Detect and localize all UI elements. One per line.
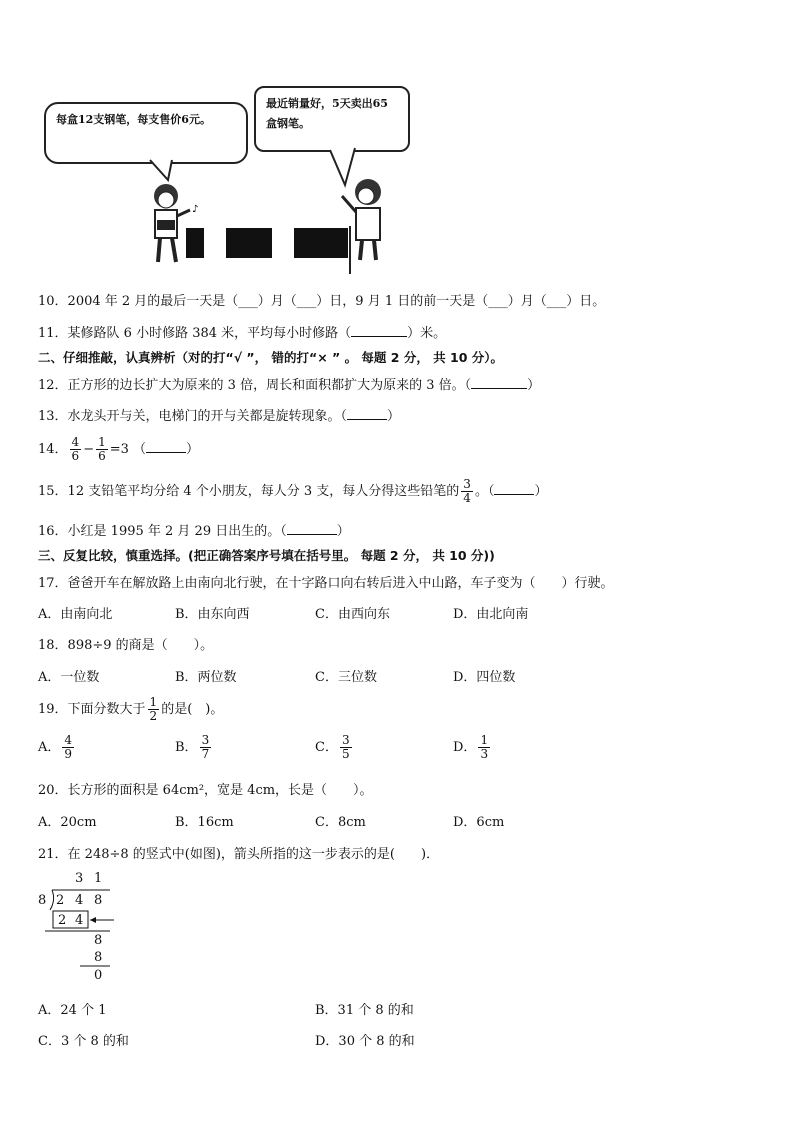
- q19-text: 19．下面分数大于: [38, 702, 146, 717]
- question-10: 10．2004 年 2 月的最后一天是（___）月（___）日，9 月 1 日的前一天是（___）月（___）日。: [38, 294, 606, 309]
- fraction: $\frac{1}{2}$: [149, 695, 158, 723]
- question-18: 18．898÷9 的商是（ ）。: [38, 638, 214, 653]
- q11-end: ）米。: [407, 326, 447, 341]
- q18-option-d[interactable]: D．四位数: [453, 670, 516, 685]
- step1-digit: 4: [75, 913, 84, 928]
- q17-option-d[interactable]: D．由北向南: [453, 607, 529, 622]
- q17-option-a[interactable]: A．由南向北: [38, 607, 113, 622]
- fraction: $\frac{1}{6}$: [98, 435, 106, 463]
- step3-digit: 8: [94, 950, 103, 965]
- q15-end: ）: [534, 484, 548, 499]
- fraction: $\frac{1}{3}$: [480, 733, 489, 761]
- q14-equals: =3 （: [109, 442, 147, 457]
- q19-option-d[interactable]: D． $\frac{1}{3}$: [453, 733, 489, 761]
- q17-option-b[interactable]: B．由东向西: [175, 607, 250, 622]
- bubble-left-text: 每盒12支钢笔，每支售价6元。: [56, 113, 211, 126]
- q20-option-b[interactable]: B．16cm: [175, 815, 234, 830]
- q13-text: 13．水龙头开与关，电梯门的开与关都是旋转现象。（: [38, 409, 348, 424]
- q21-option-a[interactable]: A．24 个 1: [38, 1003, 107, 1018]
- q21-option-d[interactable]: D．30 个 8 的和: [315, 1034, 415, 1049]
- bubble-right-text: 最近销量好，5天卖出65盒钢笔。: [266, 97, 388, 130]
- q20-option-d[interactable]: D．6cm: [453, 815, 505, 830]
- fraction: $\frac{4}{6}$: [71, 435, 80, 463]
- q18-option-b[interactable]: B．两位数: [175, 670, 237, 685]
- q11-text: 11．某修路队 6 小时修路 384 米，平均每小时修路（: [38, 326, 352, 341]
- q21-option-b[interactable]: B．31 个 8 的和: [315, 1003, 414, 1018]
- q17-option-c[interactable]: C．由西向东: [315, 607, 390, 622]
- q12-text: 12．正方形的边长扩大为原来的 3 倍，周长和面积都扩大为原来的 3 倍。（: [38, 378, 472, 393]
- q18-option-a[interactable]: A．一位数: [38, 670, 100, 685]
- remainder-digit: 0: [94, 968, 103, 983]
- section-3-heading: 三、反复比较，慎重选择。(把正确答案序号填在括号里。 每题 2 分， 共 10 分)): [38, 548, 495, 563]
- step2-digit: 8: [94, 933, 103, 948]
- q14-number: 14．: [38, 442, 68, 457]
- divisor: 8: [38, 893, 47, 908]
- q19-end: 的是( )。: [161, 702, 224, 717]
- question-21: 21．在 248÷8 的竖式中(如图)，箭头所指的这一步表示的是( )．: [38, 847, 440, 862]
- q18-option-c[interactable]: C．三位数: [315, 670, 377, 685]
- q20-option-a[interactable]: A．20cm: [38, 815, 97, 830]
- q16-text: 16．小红是 1995 年 2 月 29 日出生的。（: [38, 524, 287, 539]
- q14-end: ）: [186, 442, 200, 457]
- q13-end: ）: [387, 409, 401, 424]
- minus-sign: −: [83, 442, 95, 457]
- step1-digit: 2: [58, 913, 67, 928]
- q19-option-b[interactable]: B． $\frac{3}{7}$: [175, 733, 210, 761]
- q21-option-c[interactable]: C．3 个 8 的和: [38, 1034, 129, 1049]
- question-20: 20．长方形的面积是 64cm²，宽是 4cm，长是（ ）。: [38, 783, 373, 798]
- quotient-digit: 1: [94, 871, 103, 886]
- fraction: $\frac{3}{4}$: [463, 477, 471, 505]
- svg-text:♪: ♪: [192, 204, 199, 215]
- q15-text: 15．12 支铅笔平均分给 4 个小朋友，每人分 3 支，每人分得这些铅笔的: [38, 484, 460, 499]
- dividend-digit: 4: [75, 893, 84, 908]
- q20-option-c[interactable]: C．8cm: [315, 815, 366, 830]
- fraction: $\frac{3}{5}$: [341, 733, 350, 761]
- dividend-digit: 2: [56, 893, 65, 908]
- section-2-heading: 二、仔细推敲，认真辨析（对的打“√ ”， 错的打“× ” 。 每题 2 分， 共 10 分）。: [38, 350, 504, 365]
- q19-option-c[interactable]: C． $\frac{3}{5}$: [315, 733, 350, 761]
- question-17: 17．爸爸开车在解放路上由南向北行驶，在十字路口向右转后进入中山路，车子变为（ ）行驶。: [38, 576, 614, 591]
- dividend-digit: 8: [94, 893, 103, 908]
- quotient-digit: 3: [75, 871, 84, 886]
- q15-mid: 。（: [474, 484, 495, 499]
- fraction: $\frac{4}{9}$: [64, 733, 73, 761]
- q16-end: ）: [336, 524, 350, 539]
- fraction: $\frac{3}{7}$: [201, 733, 210, 761]
- q19-option-a[interactable]: A． $\frac{4}{9}$: [38, 733, 73, 761]
- q12-end: ）: [527, 378, 541, 393]
